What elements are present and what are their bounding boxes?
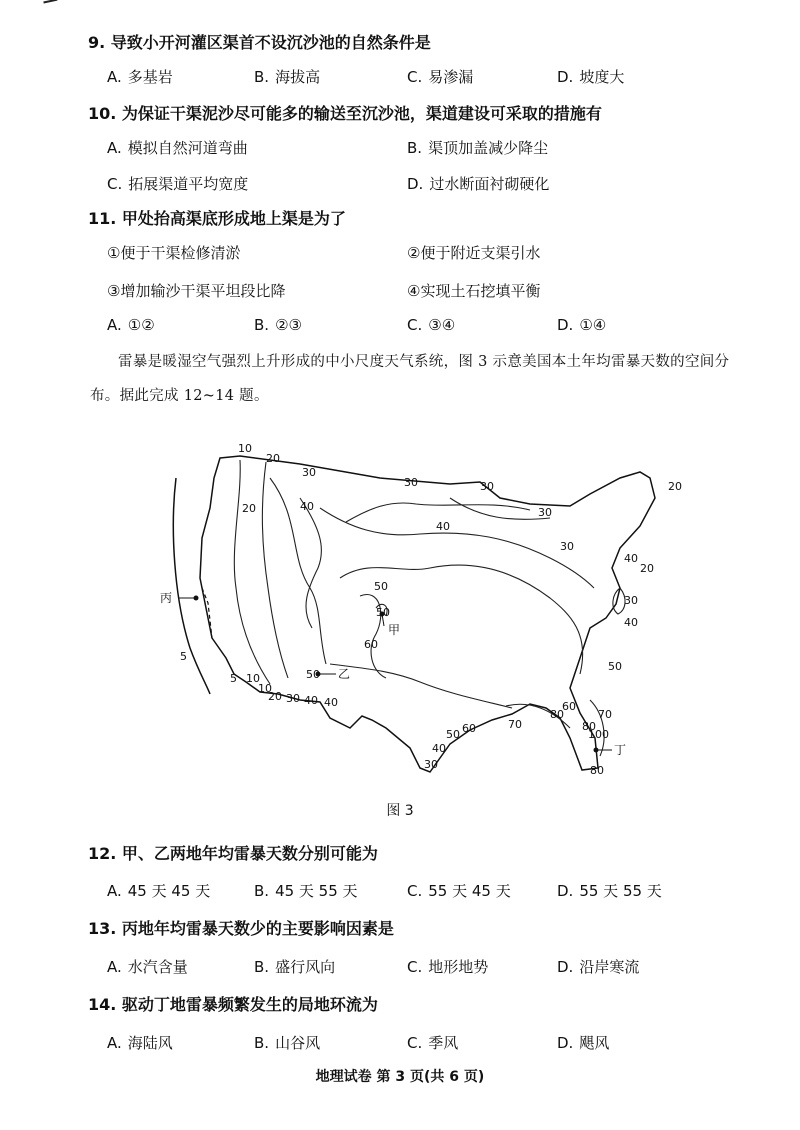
question-11-statements-row2 [107,280,747,304]
option-b[interactable]: B. 山谷风 [254,1034,321,1052]
isoline-label: 50 [376,606,390,619]
question-12-stem: 12. 甲、乙两地年均雷暴天数分别可能为 [88,844,378,863]
question-10-options-row1 [107,137,747,161]
option-b[interactable]: B. 渠顶加盖减少降尘 [407,139,549,157]
question-11-stem: 11. 甲处抬高渠底形成地上渠是为了 [88,209,346,228]
option-d[interactable]: D. 坡度大 [557,68,625,86]
place-label: 丁 [614,743,627,757]
isoline-label: 60 [562,700,576,713]
isoline-label: 40 [436,520,450,533]
question-13-stem: 13. 丙地年均雷暴天数少的主要影响因素是 [88,919,394,938]
question-10-options-row2 [107,173,747,197]
isoline-label: 20 [242,502,256,515]
question-9-stem: 9. 导致小开河灌区渠首不设沉沙池的自然条件是 [88,33,431,52]
isoline-label: 40 [432,742,446,755]
isoline-label: 10 [258,682,272,695]
option-c[interactable]: C. 季风 [407,1034,459,1052]
isoline-label: 40 [324,696,338,709]
isoline-label: 40 [304,694,318,707]
option-a[interactable]: A. 水汽含量 [107,958,188,976]
isoline-label: 70 [508,718,522,731]
question-14-options [107,1032,747,1056]
place-label: 丙 [160,591,173,605]
option-a[interactable]: A. 海陆风 [107,1034,173,1052]
isoline-label: 50 [446,728,460,741]
thunderstorm-isoline-map [150,438,710,778]
statement-2: ②便于附近支渠引水 [407,244,541,262]
option-d[interactable]: D. 过水断面衬砌硬化 [407,175,550,193]
statement-4: ④实现土石挖填平衡 [407,282,541,300]
west-coast-line [173,478,210,694]
option-c[interactable]: C. 拓展渠道平均宽度 [107,175,249,193]
isoline-label: 20 [266,452,280,465]
isoline-label: 30 [404,476,418,489]
isoline-label: 40 [300,500,314,513]
option-b[interactable]: B. ②③ [254,316,302,334]
question-12-options [107,880,747,904]
option-a[interactable]: A. 多基岩 [107,68,173,86]
option-d[interactable]: D. 飓风 [557,1034,610,1052]
option-a[interactable]: A. 45 天 45 天 [107,882,211,900]
isoline-label: 30 [538,506,552,519]
isoline-label: 30 [302,466,316,479]
question-10-stem: 10. 为保证干渠泥沙尽可能多的输送至沉沙池，渠道建设可采取的措施有 [88,104,602,123]
isoline [300,498,321,628]
isoline-label: 50 [374,580,388,593]
option-c[interactable]: C. 55 天 45 天 [407,882,511,900]
question-11-options [107,316,747,340]
isoline-labels [180,442,682,777]
option-d[interactable]: D. 沿岸寒流 [557,958,640,976]
isoline-label: 30 [560,540,574,553]
isoline [262,462,288,678]
statement-3: ③增加输沙干渠平坦段比降 [107,282,286,300]
option-c[interactable]: C. 地形地势 [407,958,489,976]
option-b[interactable]: B. 海拔高 [254,68,321,86]
corner-mark [43,0,58,9]
isoline [320,508,594,588]
isoline-label: 70 [598,708,612,721]
isoline [330,664,512,708]
option-b[interactable]: B. 45 天 55 天 [254,882,358,900]
figure-caption: 图 3 [386,803,414,819]
isoline-label: 20 [668,480,682,493]
isoline-label: 80 [550,708,564,721]
question-9-options [107,66,747,90]
isoline-label: 40 [624,552,638,565]
place-label: 甲 [388,623,401,637]
isoline-label: 30 [624,594,638,607]
place-label: 乙 [338,667,351,681]
isoline-label: 100 [588,728,609,741]
isoline-label: 30 [286,692,300,705]
option-b[interactable]: B. 盛行风向 [254,958,336,976]
isoline [270,478,326,664]
statement-1: ①便于干渠检修清淤 [107,244,241,262]
option-c[interactable]: C. ③④ [407,316,456,334]
isoline-label: 80 [582,720,596,733]
isoline-label: 10 [246,672,260,685]
question-11-statements-row1 [107,242,747,266]
isoline [234,460,270,684]
question-13-options [107,956,747,980]
question-14-stem: 14. 驱动丁地雷暴频繁发生的局地环流为 [88,995,378,1014]
option-d[interactable]: D. 55 天 55 天 [557,882,662,900]
isoline-label: 50 [608,660,622,673]
isoline-label: 60 [364,638,378,651]
isoline-label: 10 [238,442,252,455]
option-d[interactable]: D. ①④ [557,316,607,334]
isoline-label: 5 [180,650,187,663]
isoline-label: 5 [230,672,237,685]
option-c[interactable]: C. 易渗漏 [407,68,474,86]
isoline-label: 40 [624,616,638,629]
isoline-label: 80 [590,764,604,777]
isoline [450,498,550,519]
passage-intro: 雷暴是暖湿空气强烈上升形成的中小尺度天气系统，图 3 示意美国本土年均雷暴天数的空间分布。据此完成 12~14 题。 [90,354,730,404]
isoline-label: 20 [640,562,654,575]
isoline-label: 60 [462,722,476,735]
isoline-label: 30 [480,480,494,493]
isoline-label: 30 [424,758,438,771]
isoline-label: 50 [306,668,320,681]
isoline-label: 20 [268,690,282,703]
option-a[interactable]: A. ①② [107,316,155,334]
option-a[interactable]: A. 模拟自然河道弯曲 [107,139,248,157]
page-footer: 地理试卷 第 3 页(共 6 页) [315,1069,485,1085]
